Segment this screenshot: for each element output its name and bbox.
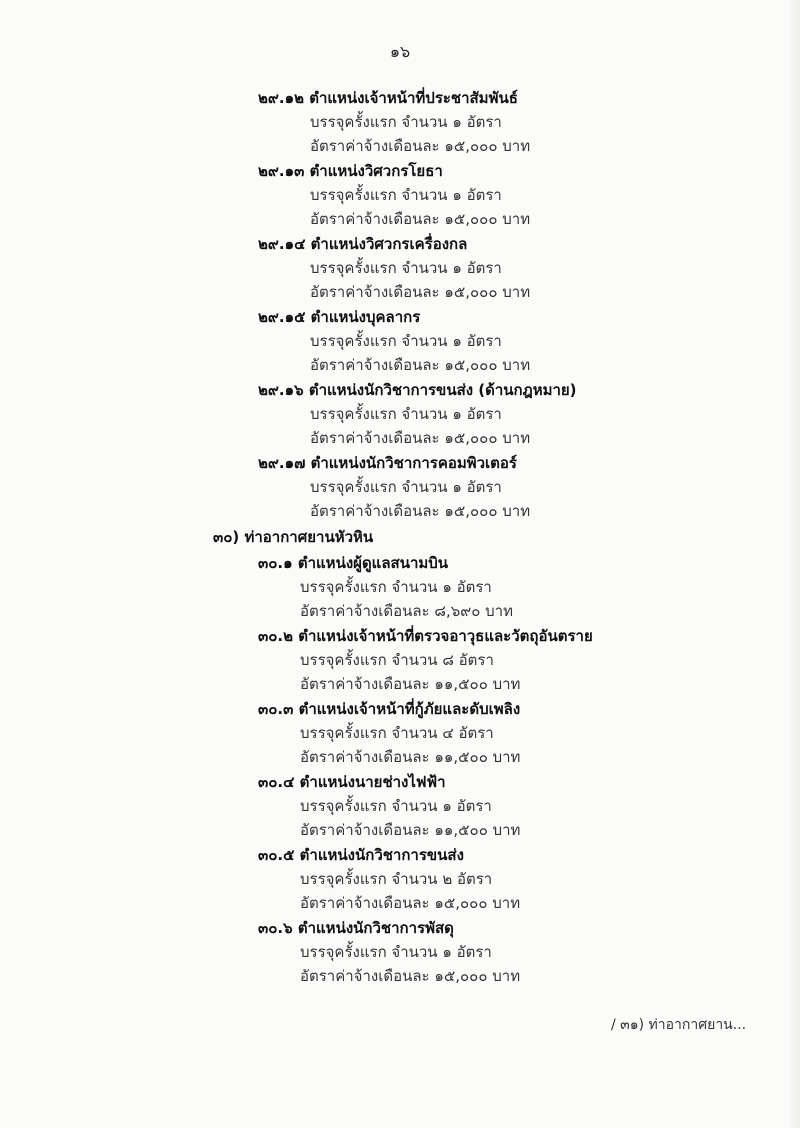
hiring-count: บรรจุครั้งแรก จำนวน ๑ อัตรา bbox=[310, 186, 502, 204]
salary-rate: อัตราค่าจ้างเดือนละ ๑๕,๐๐๐ บาท bbox=[310, 137, 531, 155]
hiring-count: บรรจุครั้งแรก จำนวน ๑ อัตรา bbox=[300, 943, 492, 961]
page-number: ๑๖ bbox=[389, 42, 411, 61]
hiring-count: บรรจุครั้งแรก จำนวน ๑ อัตรา bbox=[310, 259, 502, 277]
position-heading: ๓๐.๒ ตำแหน่งเจ้าหน้าที่ตรวจอาวุธและวัตถุอันตราย bbox=[258, 627, 593, 645]
position-heading: ๓๐.๑ ตำแหน่งผู้ดูแลสนามบิน bbox=[258, 554, 449, 572]
hiring-count: บรรจุครั้งแรก จำนวน ๑ อัตรา bbox=[310, 332, 502, 350]
position-heading: ๓๐.๕ ตำแหน่งนักวิชาการขนส่ง bbox=[258, 846, 464, 864]
hiring-count: บรรจุครั้งแรก จำนวน ๔ อัตรา bbox=[300, 724, 494, 742]
section-heading: ๓๐) ท่าอากาศยานหัวหิน bbox=[213, 528, 374, 546]
position-heading: ๒๙.๑๖ ตำแหน่งนักวิชาการขนส่ง (ด้านกฎหมาย) bbox=[258, 381, 577, 399]
position-heading: ๓๐.๓ ตำแหน่งเจ้าหน้าที่กู้ภัยและดับเพลิง bbox=[258, 700, 521, 718]
hiring-count: บรรจุครั้งแรก จำนวน ๘ อัตรา bbox=[300, 651, 494, 669]
position-heading: ๓๐.๖ ตำแหน่งนักวิชาการพัสดุ bbox=[258, 919, 454, 937]
hiring-count: บรรจุครั้งแรก จำนวน ๑ อัตรา bbox=[310, 478, 502, 496]
salary-rate: อัตราค่าจ้างเดือนละ ๑๕,๐๐๐ บาท bbox=[310, 429, 531, 447]
scan-edge-shadow bbox=[788, 0, 800, 1128]
position-heading: ๒๙.๑๒ ตำแหน่งเจ้าหน้าที่ประชาสัมพันธ์ bbox=[258, 89, 518, 107]
salary-rate: อัตราค่าจ้างเดือนละ ๑๕,๐๐๐ บาท bbox=[310, 210, 531, 228]
hiring-count: บรรจุครั้งแรก จำนวน ๑ อัตรา bbox=[300, 578, 492, 596]
salary-rate: อัตราค่าจ้างเดือนละ ๑๕,๐๐๐ บาท bbox=[310, 502, 531, 520]
position-heading: ๒๙.๑๔ ตำแหน่งวิศวกรเครื่องกล bbox=[258, 235, 468, 253]
salary-rate: อัตราค่าจ้างเดือนละ ๑๑,๕๐๐ บาท bbox=[300, 675, 521, 693]
hiring-count: บรรจุครั้งแรก จำนวน ๑ อัตรา bbox=[300, 797, 492, 815]
salary-rate: อัตราค่าจ้างเดือนละ ๑๕,๐๐๐ บาท bbox=[310, 283, 531, 301]
position-heading: ๒๙.๑๗ ตำแหน่งนักวิชาการคอมพิวเตอร์ bbox=[258, 454, 517, 472]
next-page-continuation: / ๓๑) ท่าอากาศยาน... bbox=[611, 1017, 747, 1033]
salary-rate: อัตราค่าจ้างเดือนละ ๑๕,๐๐๐ บาท bbox=[310, 356, 531, 374]
position-heading: ๓๐.๔ ตำแหน่งนายช่างไฟฟ้า bbox=[258, 773, 446, 791]
salary-rate: อัตราค่าจ้างเดือนละ ๑๑,๕๐๐ บาท bbox=[300, 748, 521, 766]
hiring-count: บรรจุครั้งแรก จำนวน ๑ อัตรา bbox=[310, 113, 502, 131]
salary-rate: อัตราค่าจ้างเดือนละ ๑๕,๐๐๐ บาท bbox=[300, 967, 521, 985]
salary-rate: อัตราค่าจ้างเดือนละ ๘,๖๙๐ บาท bbox=[300, 602, 513, 620]
position-heading: ๒๙.๑๕ ตำแหน่งบุคลากร bbox=[258, 308, 421, 326]
hiring-count: บรรจุครั้งแรก จำนวน ๒ อัตรา bbox=[300, 870, 493, 888]
position-heading: ๒๙.๑๓ ตำแหน่งวิศวกรโยธา bbox=[258, 162, 443, 180]
salary-rate: อัตราค่าจ้างเดือนละ ๑๕,๐๐๐ บาท bbox=[300, 894, 521, 912]
salary-rate: อัตราค่าจ้างเดือนละ ๑๑,๕๐๐ บาท bbox=[300, 821, 521, 839]
hiring-count: บรรจุครั้งแรก จำนวน ๑ อัตรา bbox=[310, 405, 502, 423]
